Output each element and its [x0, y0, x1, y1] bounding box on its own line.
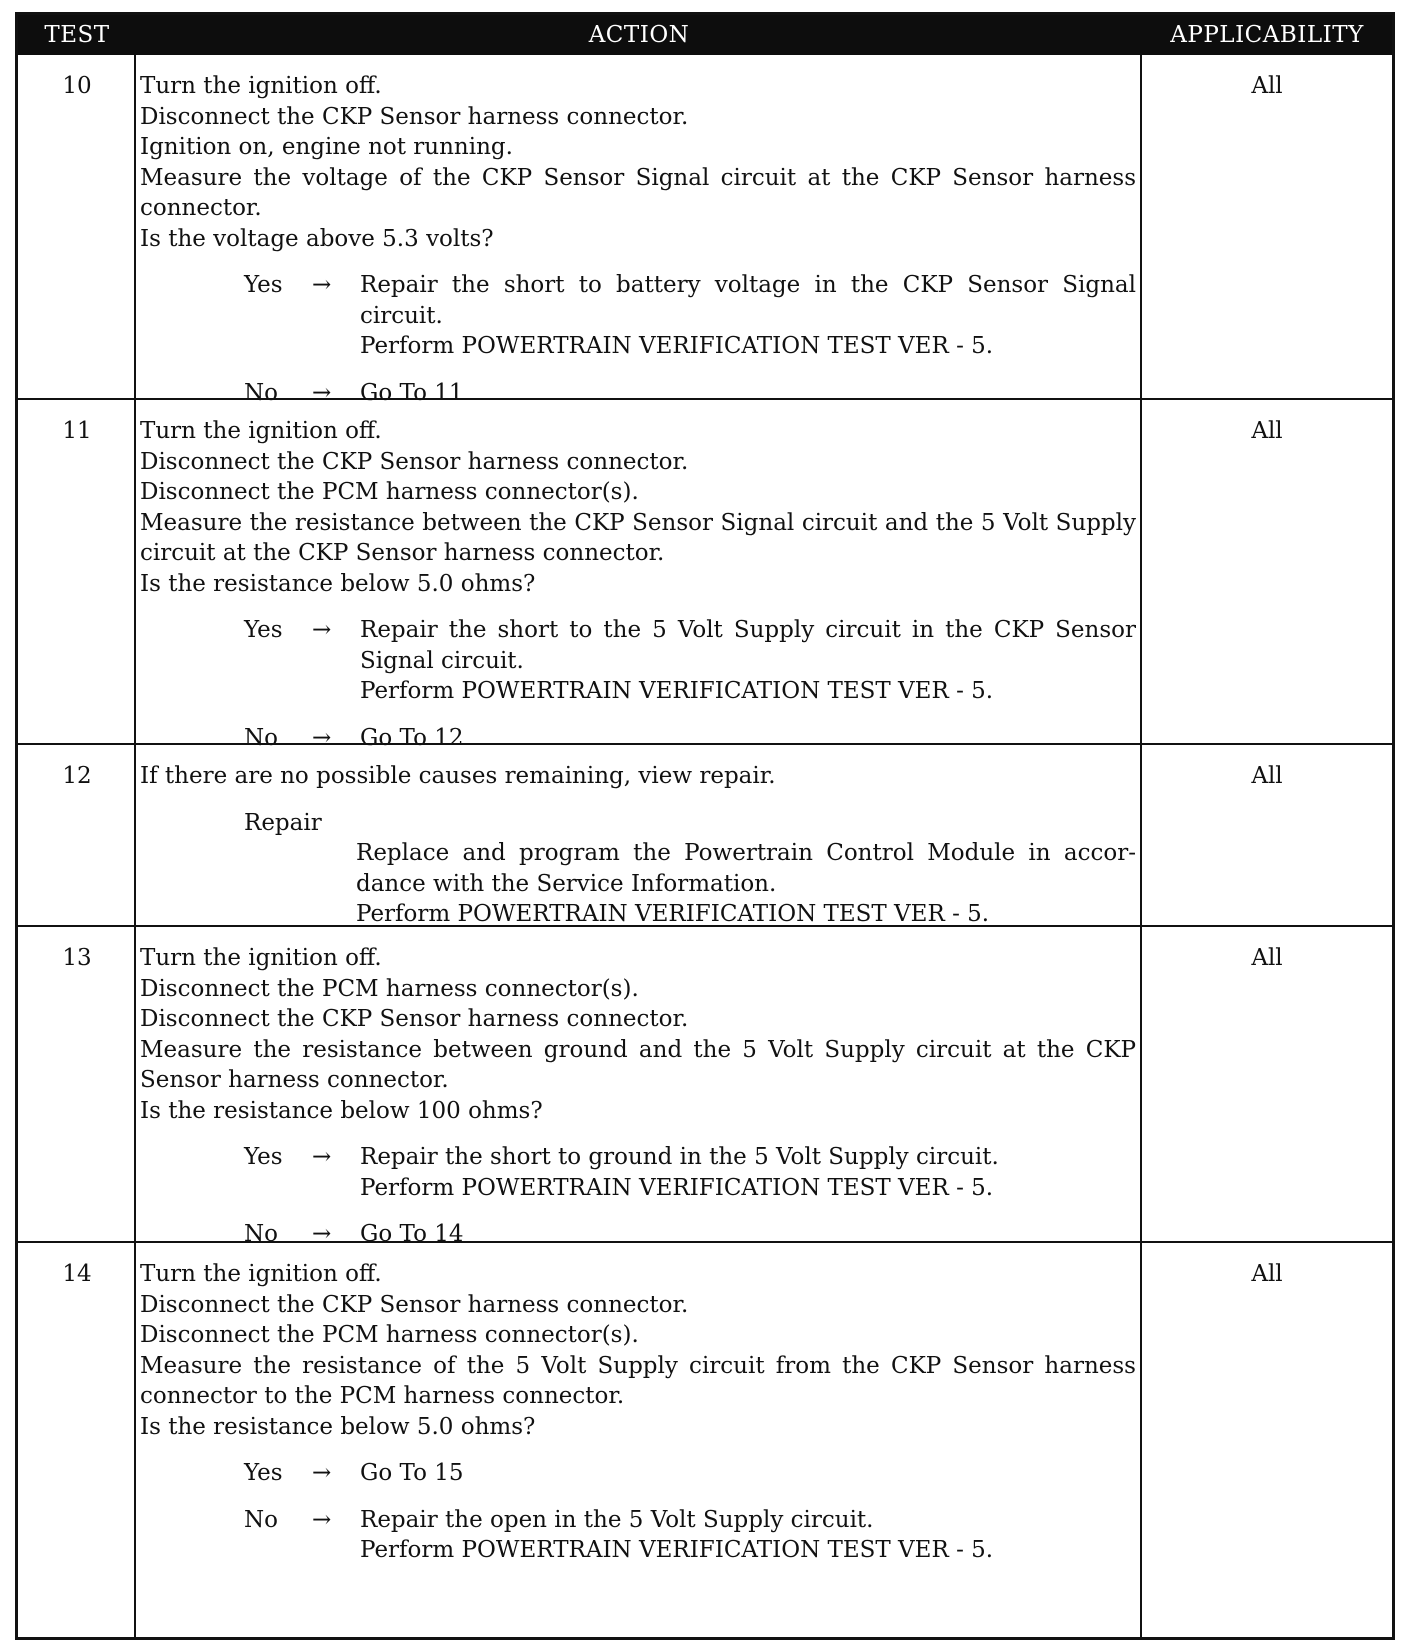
no-label: No	[244, 724, 278, 751]
yes-outcome	[140, 270, 1136, 362]
no-label: No	[244, 379, 278, 406]
applicability-value: All	[1251, 763, 1283, 789]
table-row-test-10	[18, 55, 1392, 406]
no-label: No	[244, 1221, 278, 1247]
step-text: Disconnect the PCM harness connector(s).	[140, 975, 639, 1002]
arrow-right-icon: →	[312, 1221, 332, 1247]
yes-outcome	[140, 615, 1136, 707]
arrow-right-icon: →	[312, 1460, 332, 1486]
yes-label: Yes	[244, 272, 283, 298]
result-text: Perform POWERTRAIN VERIFICATION TEST VER - 5.	[360, 333, 994, 359]
repair-instructions	[356, 838, 1136, 930]
table-row-test-12	[18, 743, 1392, 925]
step-question: Is the resistance below 100 ohms?	[140, 1097, 543, 1124]
step-text: Disconnect the PCM harness connector(s).	[140, 1322, 639, 1348]
test-number: 14	[62, 1261, 92, 1287]
no-label: No	[244, 1506, 278, 1533]
header-test: TEST	[44, 22, 110, 48]
result-text: Go To 12	[360, 724, 464, 751]
repair-text: Replace and program the Powertrain Control Module in accor-dance with the Service Information.	[356, 840, 1136, 897]
test-number: 11	[62, 418, 92, 444]
applicability-value: All	[1251, 1261, 1283, 1287]
arrow-right-icon: →	[312, 1506, 332, 1533]
step-text: Measure the voltage of the CKP Sensor Signal circuit at the CKP Sensor harness connector.	[140, 164, 1136, 221]
arrow-right-icon: →	[312, 617, 332, 643]
step-text: Disconnect the CKP Sensor harness connector.	[140, 1291, 689, 1318]
repair-text: Perform POWERTRAIN VERIFICATION TEST VER - 5.	[356, 901, 990, 927]
result-text: Perform POWERTRAIN VERIFICATION TEST VER - 5.	[360, 1174, 994, 1201]
step-text: Disconnect the CKP Sensor harness connector.	[140, 1006, 689, 1032]
header-action: ACTION	[588, 22, 690, 48]
step-text: Measure the resistance between the CKP Sensor Signal circuit and the 5 Volt Supply circuit at the CKP Sensor harness connector.	[140, 509, 1136, 566]
action-cell	[140, 416, 1136, 753]
action-cell	[140, 761, 1136, 930]
applicability-value: All	[1251, 945, 1283, 971]
diagnostic-test-table	[15, 12, 1395, 1640]
result-text: Go To 14	[360, 1221, 464, 1247]
step-text: Measure the resistance of the 5 Volt Supply circuit from the CKP Sensor harness connector to the PCM harness connector.	[140, 1352, 1136, 1409]
test-number: 12	[62, 763, 92, 789]
step-text: Disconnect the CKP Sensor harness connector.	[140, 103, 689, 130]
result-text: Go To 11	[360, 379, 464, 406]
test-number: 10	[62, 73, 92, 99]
step-text: Ignition on, engine not running.	[140, 134, 513, 160]
step-text: Measure the resistance between ground and the 5 Volt Supply circuit at the CKP Sensor harness connector.	[140, 1036, 1136, 1093]
result-text: Perform POWERTRAIN VERIFICATION TEST VER - 5.	[360, 678, 994, 704]
arrow-right-icon: →	[312, 272, 332, 298]
yes-outcome	[140, 1142, 1136, 1203]
yes-result	[360, 615, 1136, 707]
table-row-test-13	[18, 925, 1392, 1247]
yes-label: Yes	[244, 1144, 283, 1170]
header-applicability: APPLICABILITY	[1170, 22, 1364, 48]
action-cell	[140, 943, 1136, 1250]
no-result	[360, 1505, 1136, 1566]
table-row-test-11	[18, 398, 1392, 751]
step-text: Turn the ignition off.	[140, 945, 382, 971]
yes-result	[360, 1142, 1136, 1203]
step-text: If there are no possible causes remaining, view repair.	[140, 763, 776, 789]
repair-label: Repair	[244, 809, 322, 836]
no-outcome	[140, 1505, 1136, 1566]
yes-label: Yes	[244, 1460, 283, 1486]
step-question: Is the resistance below 5.0 ohms?	[140, 570, 536, 597]
step-text: Disconnect the CKP Sensor harness connector.	[140, 448, 689, 475]
applicability-value: All	[1251, 73, 1283, 99]
result-text: Repair the short to the 5 Volt Supply circuit in the CKP Sensor Signal circuit.	[360, 617, 1136, 674]
action-cell	[140, 1259, 1136, 1566]
result-text: Perform POWERTRAIN VERIFICATION TEST VER - 5.	[360, 1537, 994, 1563]
step-text: Turn the ignition off.	[140, 418, 382, 444]
step-question: Is the resistance below 5.0 ohms?	[140, 1413, 536, 1440]
result-text: Repair the short to battery voltage in the CKP Sensor Signal circuit.	[360, 272, 1136, 329]
step-text: Disconnect the PCM harness connector(s).	[140, 479, 639, 505]
arrow-right-icon: →	[312, 1144, 332, 1170]
yes-result	[360, 270, 1136, 362]
step-text: Turn the ignition off.	[140, 1261, 382, 1287]
result-text: Repair the open in the 5 Volt Supply circuit.	[360, 1506, 874, 1533]
result-text: Go To 15	[360, 1460, 464, 1486]
applicability-value: All	[1251, 418, 1283, 444]
step-question: Is the voltage above 5.3 volts?	[140, 225, 494, 252]
yes-result	[360, 1458, 1136, 1489]
test-number: 13	[62, 945, 92, 971]
arrow-right-icon: →	[312, 724, 332, 751]
result-text: Repair the short to ground in the 5 Volt Supply circuit.	[360, 1144, 999, 1170]
yes-outcome	[140, 1458, 1136, 1489]
action-cell	[140, 71, 1136, 408]
step-text: Turn the ignition off.	[140, 73, 382, 99]
table-header	[18, 15, 1392, 55]
arrow-right-icon: →	[312, 379, 332, 406]
table-row-test-14	[18, 1241, 1392, 1637]
yes-label: Yes	[244, 617, 283, 643]
